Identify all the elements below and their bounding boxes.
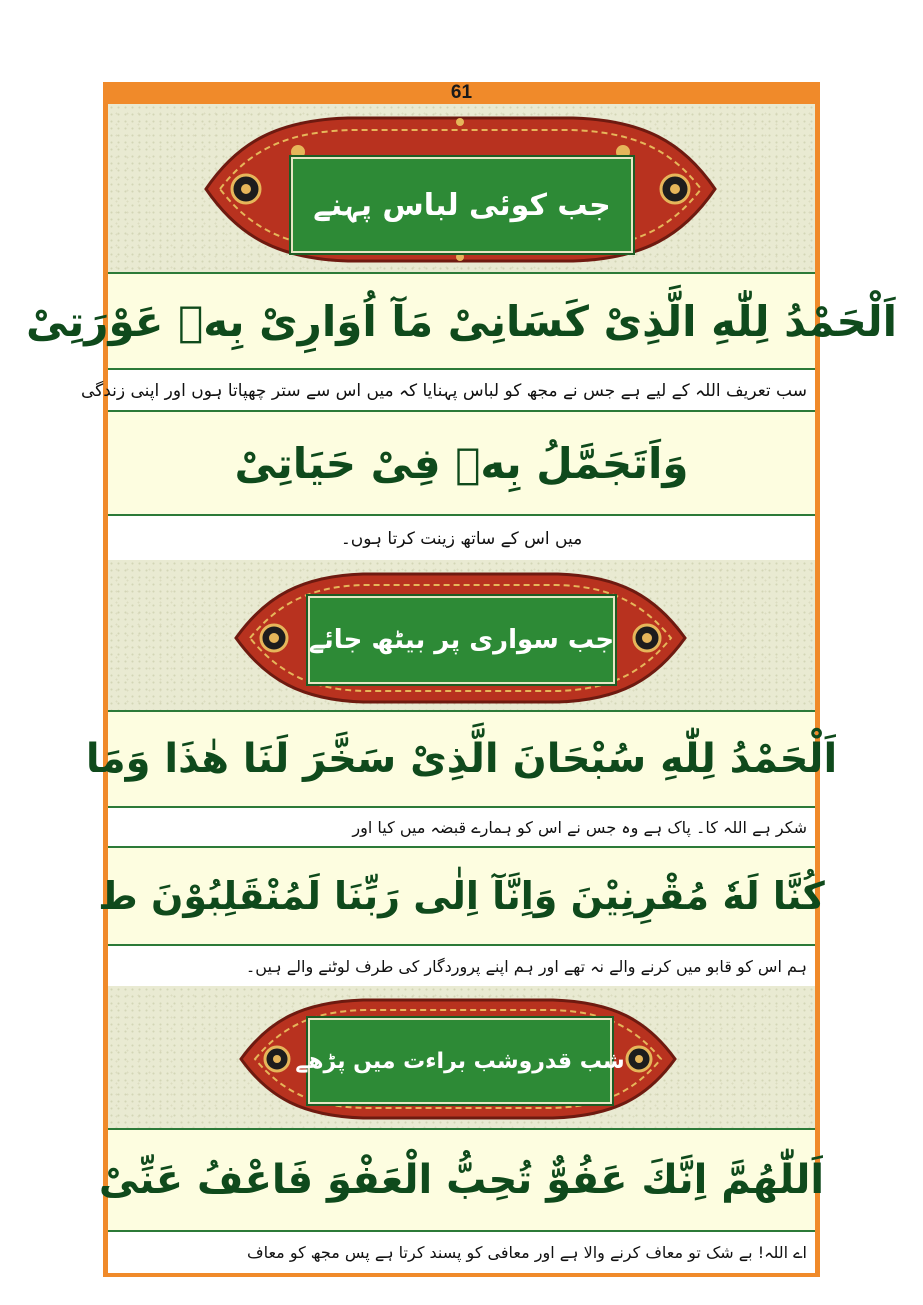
section-3-heading: شب قدروشب براءت میں پڑھے [308, 1018, 612, 1104]
section-1-heading: جب کوئی لباس پہنے [291, 157, 633, 253]
section-1-arabic-line-1: اَلْحَمْدُ لِلّٰهِ الَّذِیْ کَسَانِیْ مَآ اُوَارِیْ بِهٖ عَوْرَتِیْ [108, 272, 815, 370]
section-3-banner-panel [108, 986, 815, 1128]
section-1-banner [198, 112, 723, 267]
section-2-urdu-line-1: شکر ہے اللہ کا۔ پاک ہے وہ جس نے اس کو ہمارے قبضہ میں کیا اور [108, 808, 815, 846]
section-1-banner-panel [108, 104, 815, 272]
section-1-urdu-line-1: سب تعریف اللہ کے لیے ہے جس نے مجھ کو لباس پہنایا کہ میں اس سے ستر چھپاتا ہوں اور اپنی زندگی [108, 370, 815, 410]
section-3-banner [233, 994, 683, 1124]
section-2-urdu-line-2: ہم اس کو قابو میں کرنے والے نہ تھے اور ہم اپنے پروردگار کی طرف لوٹنے والے ہیں۔ [108, 946, 815, 986]
section-2-banner [228, 568, 693, 708]
page-number: 61 [450, 82, 473, 103]
page-frame [26, 82, 897, 1277]
section-3-arabic-line-1: اَللّٰهُمَّ اِنَّكَ عَفُوٌّ تُحِبُّ الْعَفْوَ فَاعْفُ عَنِّیْ [108, 1128, 815, 1232]
section-3-urdu-line-1: اے اللہ! بے شک تو معاف کرنے والا ہے اور معافی کو پسند کرتا ہے پس مجھ کو معاف [108, 1232, 815, 1273]
section-2-heading: جب سواری پر بیٹھ جائے [308, 596, 615, 684]
section-1-arabic-line-2: وَاَتَجَمَّلُ بِهٖ فِیْ حَیَاتِیْ [108, 410, 815, 516]
section-2-arabic-line-2: کُنَّا لَهٗ مُقْرِنِیْنَ وَاِنَّآ اِلٰی رَبِّنَا لَمُنْقَلِبُوْنَ ط [108, 846, 815, 946]
page-content [26, 104, 897, 1273]
section-2-banner-panel [108, 560, 815, 710]
section-2-arabic-line-1: اَلْحَمْدُ لِلّٰهِ سُبْحَانَ الَّذِیْ سَخَّرَ لَنَا هٰذَا وَمَا [108, 710, 815, 808]
section-1-urdu-line-2: میں اس کے ساتھ زینت کرتا ہوں۔ [108, 516, 815, 560]
